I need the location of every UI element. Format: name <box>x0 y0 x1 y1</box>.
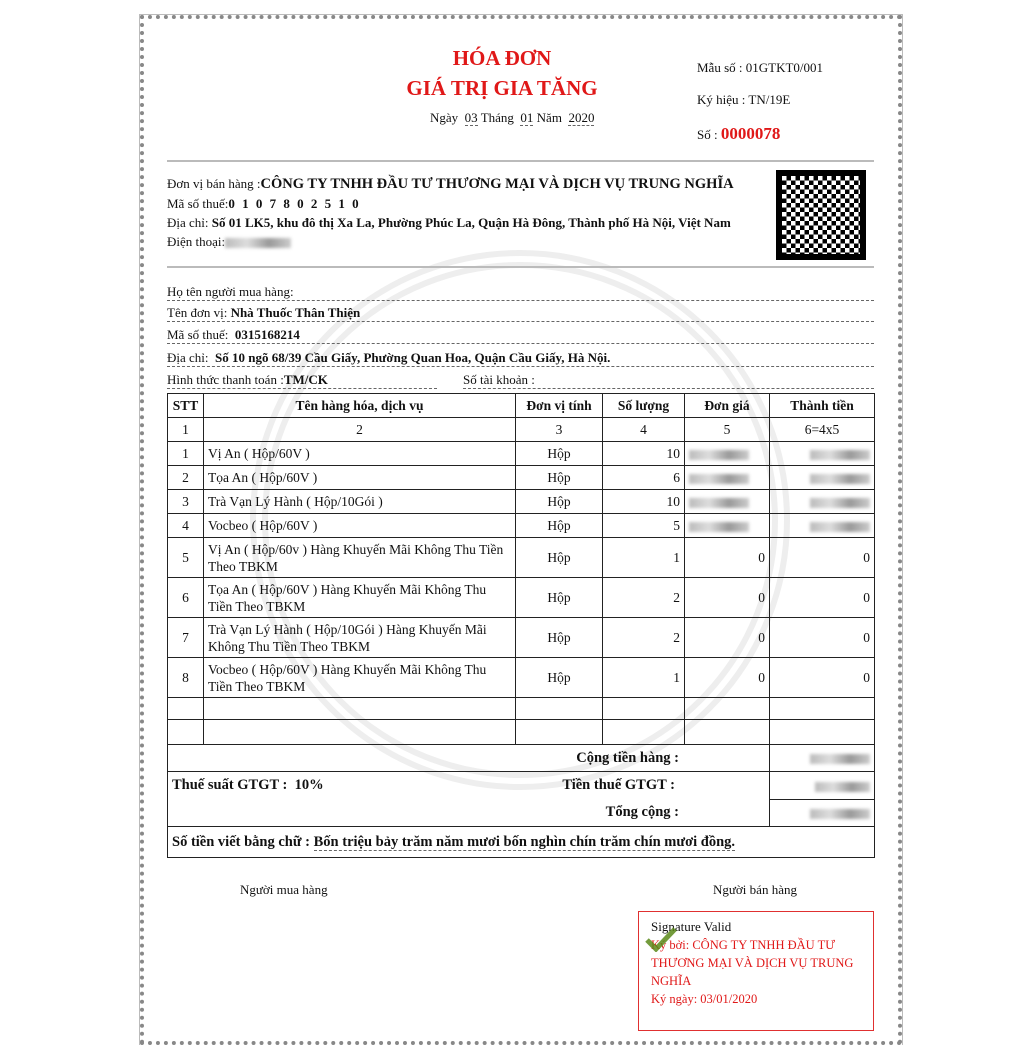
stt: 3 <box>168 490 204 514</box>
price: 0 <box>685 538 770 578</box>
amount: 0 <box>770 538 875 578</box>
unit: Hộp <box>516 466 603 490</box>
col-header: Đơn giá <box>685 394 770 418</box>
signature-valid: Signature Valid <box>651 919 732 934</box>
signature-area <box>167 882 874 1022</box>
seller-tax <box>167 196 361 212</box>
unit: Hộp <box>516 514 603 538</box>
seller-name <box>167 176 734 193</box>
item-name: Vị An ( Hộp/60v ) Hàng Khuyến Mãi Không Thu Tiền Theo TBKM <box>204 538 516 578</box>
year-label: Năm <box>536 110 562 125</box>
label: Tên đơn vị: <box>167 305 228 320</box>
form-number: Mẫu số : 01GTKT0/001 <box>697 60 824 75</box>
total-redacted <box>810 809 870 819</box>
qr-code <box>776 170 866 260</box>
symbol: Ký hiệu : TN/19E <box>697 92 791 107</box>
price: 0 <box>685 578 770 618</box>
buyer-tax <box>167 327 874 344</box>
table-row <box>168 618 875 658</box>
col-header: Số lượng <box>603 394 685 418</box>
invoice-number <box>697 124 780 144</box>
value: 0315168214 <box>234 327 300 342</box>
table-and-footer <box>167 393 874 1022</box>
value: Số 01 LK5, khu đô thị Xa La, Phường Phúc La, Quận Hà Đông, Thành phố Hà Nội, Việt Nam <box>211 215 731 230</box>
price-redacted <box>689 522 749 532</box>
vat-redacted <box>815 782 870 792</box>
amount-redacted <box>810 498 870 508</box>
words-label: Số tiền viết bằng chữ : <box>172 833 310 850</box>
subtotal-row <box>168 745 875 772</box>
amount: 0 <box>770 578 875 618</box>
quantity: 1 <box>603 538 685 578</box>
stt: 7 <box>168 618 204 658</box>
stt: 5 <box>168 538 204 578</box>
subtotal-redacted <box>810 754 870 764</box>
quantity: 1 <box>603 658 685 698</box>
checkmark-icon <box>645 926 677 952</box>
col-header: Đơn vị tính <box>516 394 603 418</box>
vat-row <box>168 772 875 800</box>
quantity: 2 <box>603 618 685 658</box>
quantity: 6 <box>603 466 685 490</box>
value: Số 10 ngõ 68/39 Cầu Giấy, Phường Quan Hoa, Quận Cầu Giấy, Hà Nội. <box>215 350 611 365</box>
empty-row <box>168 720 875 745</box>
table-row <box>168 578 875 618</box>
label: Số tài khoản : <box>463 372 535 387</box>
stt: 1 <box>168 442 204 466</box>
items-table <box>167 393 875 858</box>
divider <box>167 160 874 162</box>
label: Họ tên người mua hàng: <box>167 284 294 299</box>
vat-rate: 10% <box>294 777 324 794</box>
invoice-title: HÓA ĐƠN <box>452 46 552 70</box>
payment-method <box>167 372 437 389</box>
cell: 6=4x5 <box>770 418 875 442</box>
total-label: Tổng cộng : <box>168 800 770 827</box>
label: Điện thoại: <box>167 234 226 249</box>
stt: 6 <box>168 578 204 618</box>
item-name: Trà Vạn Lý Hành ( Hộp/10Gói ) <box>204 490 516 514</box>
number-value: 0000078 <box>720 124 781 143</box>
col-header: Thành tiền <box>770 394 875 418</box>
vat-rate-label: Thuế suất GTGT : <box>172 777 288 794</box>
buyer-signature-label: Người mua hàng <box>240 882 328 897</box>
invoice-subtitle: GIÁ TRỊ GIA TĂNG <box>406 76 598 100</box>
digital-signature-box <box>638 911 874 1031</box>
item-name: Vocbeo ( Hộp/60V ) Hàng Khuyến Mãi Không Thu Tiền Theo TBKM <box>204 658 516 698</box>
table-row <box>168 466 875 490</box>
buyer-address <box>167 350 874 367</box>
label: Hình thức thanh toán : <box>167 372 284 387</box>
day: 03 <box>464 110 478 125</box>
vat-label: Tiền thuế GTGT : <box>562 777 675 794</box>
seller-phone <box>167 234 291 250</box>
buyer-unit <box>167 305 874 322</box>
day-label: Ngày <box>430 110 459 125</box>
amount-redacted <box>810 474 870 484</box>
seller-signature-label: Người bán hàng <box>713 882 797 897</box>
label: Mã số thuế: <box>167 196 229 211</box>
col-header: STT <box>168 394 204 418</box>
cell: 2 <box>204 418 516 442</box>
cell: 3 <box>516 418 603 442</box>
year: 2020 <box>568 110 595 125</box>
invoice-date <box>430 110 594 126</box>
unit: Hộp <box>516 490 603 514</box>
item-name: Vocbeo ( Hộp/60V ) <box>204 514 516 538</box>
divider <box>167 266 874 268</box>
quantity: 10 <box>603 490 685 514</box>
unit: Hộp <box>516 658 603 698</box>
table-row <box>168 490 875 514</box>
cell: 4 <box>603 418 685 442</box>
table-row <box>168 442 875 466</box>
table-header <box>168 394 875 418</box>
item-name: Tọa An ( Hộp/60V ) Hàng Khuyến Mãi Không Thu Tiền Theo TBKM <box>204 578 516 618</box>
number-label: Số : <box>697 127 718 142</box>
price-redacted <box>689 498 749 508</box>
quantity: 2 <box>603 578 685 618</box>
amount-redacted <box>810 450 870 460</box>
stt: 4 <box>168 514 204 538</box>
value: TM/CK <box>283 372 328 387</box>
price-redacted <box>689 474 749 484</box>
unit: Hộp <box>516 538 603 578</box>
month: 01 <box>520 110 534 125</box>
unit: Hộp <box>516 442 603 466</box>
cell: 5 <box>685 418 770 442</box>
stt: 2 <box>168 466 204 490</box>
words-value: Bốn triệu bảy trăm năm mươi bốn nghìn chín trăm chín mươi đồng. <box>313 833 736 850</box>
signed-date: Ký ngày: 03/01/2020 <box>651 992 758 1006</box>
col-header: Tên hàng hóa, dịch vụ <box>204 394 516 418</box>
label: Địa chỉ: <box>167 215 209 230</box>
account-number <box>463 372 874 389</box>
index-row <box>168 418 875 442</box>
table-row <box>168 538 875 578</box>
value: CÔNG TY TNHH ĐẦU TƯ THƯƠNG MẠI VÀ DỊCH VỤ TRUNG NGHĨA <box>260 176 734 192</box>
amount-redacted <box>810 522 870 532</box>
month-label: Tháng <box>480 110 514 125</box>
label: Địa chỉ: <box>167 350 209 365</box>
unit: Hộp <box>516 578 603 618</box>
item-name: Trà Vạn Lý Hành ( Hộp/10Gói ) Hàng Khuyến Mãi Không Thu Tiền Theo TBKM <box>204 618 516 658</box>
empty-row <box>168 698 875 720</box>
item-name: Tọa An ( Hộp/60V ) <box>204 466 516 490</box>
signed-by: Ký bởi: CÔNG TY TNHH ĐẦU TƯ THƯƠNG MẠI VÀ DỊCH VỤ TRUNG NGHĨA <box>651 938 854 988</box>
table-row <box>168 658 875 698</box>
table-row <box>168 514 875 538</box>
quantity: 10 <box>603 442 685 466</box>
total-row <box>168 800 875 827</box>
buyer-name <box>167 284 874 301</box>
amount: 0 <box>770 618 875 658</box>
value: Nhà Thuốc Thân Thiện <box>230 305 361 320</box>
unit: Hộp <box>516 618 603 658</box>
cell: 1 <box>168 418 204 442</box>
label: Mã số thuế: <box>167 327 229 342</box>
quantity: 5 <box>603 514 685 538</box>
words-row <box>168 827 875 858</box>
price-redacted <box>689 450 749 460</box>
seller-address <box>167 215 731 231</box>
phone-redacted <box>225 238 291 248</box>
price: 0 <box>685 618 770 658</box>
value: 0 1 0 7 8 0 2 5 1 0 <box>228 196 361 211</box>
item-name: Vị An ( Hộp/60V ) <box>204 442 516 466</box>
subtotal-label: Cộng tiền hàng : <box>168 745 770 772</box>
price: 0 <box>685 658 770 698</box>
label: Đơn vị bán hàng : <box>167 176 261 191</box>
amount: 0 <box>770 658 875 698</box>
stt: 8 <box>168 658 204 698</box>
